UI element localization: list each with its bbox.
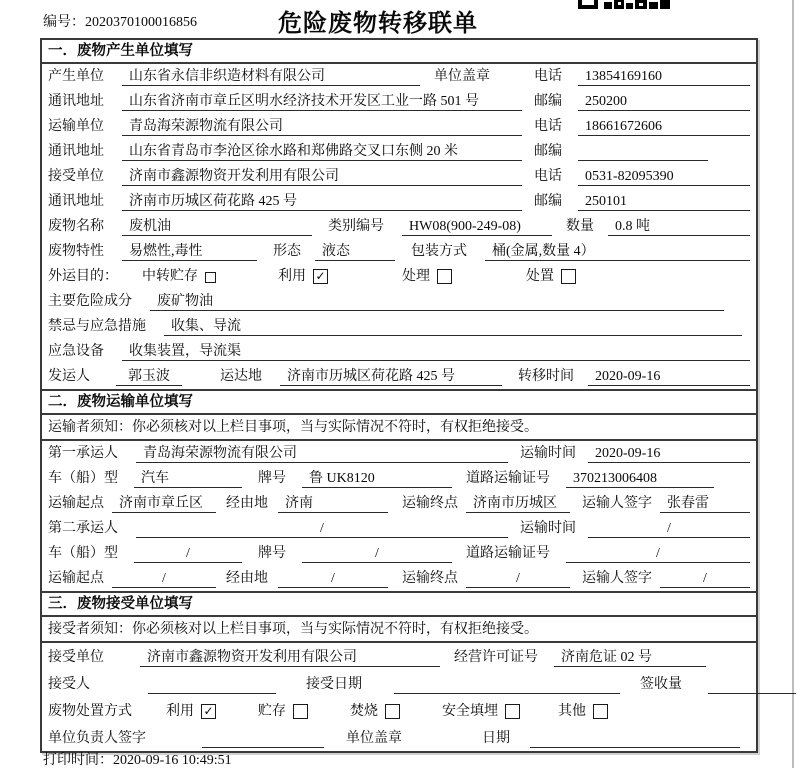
vehicle-type-label: 车（船）型 (48, 546, 118, 561)
carrier-sign-label: 运输人签字 (582, 571, 652, 586)
producer-row (42, 64, 756, 89)
taboo-row (42, 314, 756, 339)
carrier1-dest-field: 济南市历城区 (466, 494, 570, 513)
serial-label: 编号： (43, 15, 85, 30)
producer-zip-field: 250200 (578, 92, 750, 111)
signed-qty-field (708, 675, 796, 694)
address-label: 通讯地址 (48, 144, 104, 159)
packing-field: 桶(金属,数量 4） (485, 242, 750, 261)
serial-value: 2020370100016856 (85, 15, 197, 30)
permit-label: 道路运输证号 (466, 471, 550, 486)
carrier1-time-field: 2020-09-16 (588, 444, 750, 463)
carrier2-vehicle-row (42, 541, 756, 566)
transporter-row (42, 114, 756, 139)
transporter-zip-field (578, 142, 708, 161)
checkbox-utilize: ✓ (313, 269, 328, 284)
hazard-field: 废矿物油 (150, 292, 724, 311)
phone-label: 电话 (534, 69, 562, 84)
carrier2-field: / (136, 519, 508, 538)
receiver-field: 济南市鑫源物资开发利用有限公司 (122, 167, 522, 186)
section2-heading: 二．废物运输单位填写 (42, 389, 756, 415)
carrier2-plate-field: / (302, 544, 452, 563)
unit-seal-label: 单位盖章 (346, 731, 402, 746)
option-utilize-label: 利用 (166, 704, 194, 719)
receiver-row (42, 164, 756, 189)
address-label: 通讯地址 (48, 194, 104, 209)
waste-name-label: 废物名称 (48, 219, 104, 234)
checkbox-landfill (505, 704, 520, 719)
carrier2-time-field: / (588, 519, 750, 538)
option-landfill-label: 安全填埋 (442, 704, 498, 719)
signed-qty-label: 签收量 (640, 677, 682, 692)
transport-time-label: 运输时间 (520, 446, 576, 461)
carrier1-origin-field: 济南市章丘区 (112, 494, 216, 513)
plate-label: 牌号 (258, 546, 286, 561)
print-time-label: 打印时间： (43, 753, 113, 768)
origin-label: 运输起点 (48, 496, 104, 511)
checkbox-incinerate (385, 704, 400, 719)
producer-label: 产生单位 (48, 69, 104, 84)
carrier1-label: 第一承运人 (48, 446, 118, 461)
form-field: 液态 (315, 242, 395, 261)
option-incinerate-label: 焚烧 (350, 704, 378, 719)
transport-time-label: 运输时间 (520, 521, 576, 536)
carrier2-sign-field: / (660, 569, 750, 588)
recipient-field (148, 675, 276, 694)
carrier2-vehicle-field: / (134, 544, 242, 563)
vehicle-type-label: 车（船）型 (48, 471, 118, 486)
waste-traits-row (42, 239, 756, 264)
transfer-time-label: 转移时间 (518, 369, 574, 384)
checkbox-transfer-storage (205, 272, 216, 283)
carrier-sign-label: 运输人签字 (582, 496, 652, 511)
carrier2-via-field: / (278, 569, 388, 588)
transporter-address-field: 山东省青岛市李沧区徐水路和郑佛路交叉口东侧 20 米 (122, 142, 522, 161)
carrier2-permit-field: / (566, 544, 750, 563)
zip-label: 邮编 (534, 144, 562, 159)
transporter-field: 青岛海荣源物流有限公司 (122, 117, 522, 136)
checkbox-dispose (561, 269, 576, 284)
license-label: 经营许可证号 (454, 650, 538, 665)
category-field: HW08(900-249-08) (402, 217, 552, 236)
transfer-time-field: 2020-09-16 (588, 367, 750, 386)
taboo-field: 收集、导流 (164, 317, 742, 336)
date-label: 日期 (482, 731, 510, 746)
waste-name-row (42, 214, 756, 239)
head-signature-row (42, 724, 756, 751)
carrier1-permit-field: 370213006408 (566, 469, 714, 488)
transfer-form (40, 38, 758, 753)
unit-seal-label: 单位盖章 (434, 69, 490, 84)
plate-label: 牌号 (258, 471, 286, 486)
carrier2-route-row (42, 566, 756, 591)
address-label: 通讯地址 (48, 94, 104, 109)
qr-code-fragment (578, 0, 670, 9)
origin-label: 运输起点 (48, 571, 104, 586)
accept-unit-label: 接受单位 (48, 650, 104, 665)
checkbox-treat (437, 269, 452, 284)
option-store-label: 贮存 (258, 704, 286, 719)
receiver-address-row (42, 189, 756, 214)
terminus-label: 运输终点 (402, 496, 458, 511)
carrier2-row (42, 516, 756, 541)
carrier1-via-field: 济南 (278, 494, 388, 513)
via-label: 经由地 (226, 571, 268, 586)
recipient-row (42, 670, 756, 697)
consignor-label: 发运人 (48, 369, 90, 384)
accept-unit-row (42, 643, 756, 670)
page-edge-line (792, 0, 794, 768)
option-dispose-label: 处置 (526, 269, 554, 284)
date-field (530, 729, 740, 748)
head-sign-field (202, 729, 324, 748)
hazard-label: 主要危险成分 (48, 294, 132, 309)
license-field: 济南危证 02 号 (554, 648, 706, 667)
category-label: 类别编号 (328, 219, 384, 234)
equipment-row (42, 339, 756, 364)
destination-label: 运达地 (220, 369, 262, 384)
quantity-label: 数量 (566, 219, 594, 234)
carrier1-field: 青岛海荣源物流有限公司 (136, 444, 508, 463)
taboo-label: 禁忌与应急措施 (48, 319, 146, 334)
carrier2-label: 第二承运人 (48, 521, 118, 536)
receiver-phone-field: 0531-82095390 (578, 167, 750, 186)
purpose-row (42, 264, 756, 289)
receiver-zip-field: 250101 (578, 192, 750, 211)
section1-heading: 一．废物产生单位填写 (42, 40, 756, 64)
page-title: 危险废物转移联单 (278, 11, 478, 37)
accept-date-field (394, 675, 620, 694)
disposal-method-row (42, 697, 756, 724)
producer-address-row (42, 89, 756, 114)
traits-label: 废物特性 (48, 244, 104, 259)
purpose-label: 外运目的： (48, 269, 118, 284)
option-transfer-storage-label: 中转贮存 (142, 269, 198, 284)
consignor-row (42, 364, 756, 389)
transporter-notice: 运输者须知：你必须核对以上栏目事项，当与实际情况不符时，有权拒绝接受。 (42, 415, 756, 441)
packing-label: 包装方式 (411, 244, 467, 259)
carrier1-vehicle-row (42, 466, 756, 491)
producer-phone-field: 13854169160 (578, 67, 750, 86)
form-label: 形态 (273, 244, 301, 259)
transporter-phone-field: 18661672606 (578, 117, 750, 136)
producer-address-field: 山东省济南市章丘区明水经济技术开发区工业一路 501 号 (122, 92, 522, 111)
checkbox-other (593, 704, 608, 719)
print-time (43, 749, 232, 769)
via-label: 经由地 (226, 496, 268, 511)
checkbox-store (293, 704, 308, 719)
accept-date-label: 接受日期 (306, 677, 362, 692)
option-treat-label: 处理 (402, 269, 430, 284)
destination-field: 济南市历城区荷花路 425 号 (280, 367, 502, 386)
option-other-label: 其他 (558, 704, 586, 719)
carrier2-origin-field: / (112, 569, 216, 588)
option-utilize-label: 利用 (278, 269, 306, 284)
waste-name-field: 废机油 (122, 217, 312, 236)
receiver-label: 接受单位 (48, 169, 104, 184)
head-sign-label: 单位负责人签字 (48, 731, 146, 746)
traits-field: 易燃性,毒性 (122, 242, 257, 261)
section3-heading: 三．废物接受单位填写 (42, 591, 756, 617)
phone-label: 电话 (534, 119, 562, 134)
transporter-label: 运输单位 (48, 119, 104, 134)
carrier1-row (42, 441, 756, 466)
carrier2-dest-field: / (466, 569, 570, 588)
zip-label: 邮编 (534, 194, 562, 209)
transporter-address-row (42, 139, 756, 164)
carrier1-vehicle-field: 汽车 (134, 469, 242, 488)
quantity-field: 0.8 吨 (608, 217, 750, 236)
disposal-method-label: 废物处置方式 (48, 704, 132, 719)
carrier1-plate-field: 鲁 UK8120 (302, 469, 452, 488)
equipment-field: 收集装置，导流渠 (122, 342, 750, 361)
permit-label: 道路运输证号 (466, 546, 550, 561)
phone-label: 电话 (534, 169, 562, 184)
zip-label: 邮编 (534, 94, 562, 109)
print-time-value: 2020-09-16 10:49:51 (113, 753, 232, 768)
consignor-field: 郭玉波 (116, 367, 182, 386)
equipment-label: 应急设备 (48, 344, 104, 359)
carrier1-route-row (42, 491, 756, 516)
accept-unit-field: 济南市鑫源物资开发利用有限公司 (140, 648, 440, 667)
receiver-address-field: 济南市历城区荷花路 425 号 (122, 192, 522, 211)
carrier1-sign-field: 张春雷 (660, 494, 750, 513)
recipient-label: 接受人 (48, 677, 90, 692)
producer-field: 山东省永信非织造材料有限公司 (122, 67, 420, 86)
terminus-label: 运输终点 (402, 571, 458, 586)
receiver-notice: 接受者须知：你必须核对以上栏目事项，当与实际情况不符时，有权拒绝接受。 (42, 617, 756, 643)
checkbox-utilize-3: ✓ (201, 704, 216, 719)
hazard-row (42, 289, 756, 314)
